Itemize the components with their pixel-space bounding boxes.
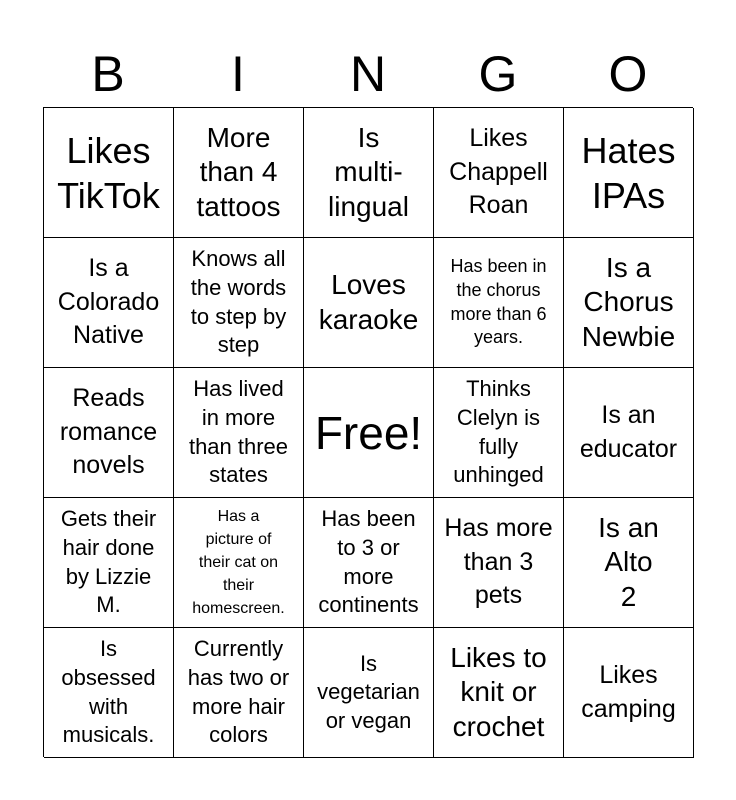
bingo-cell[interactable] [434, 498, 564, 628]
bingo-cell[interactable] [434, 368, 564, 498]
bingo-cell[interactable] [564, 628, 694, 758]
bingo-cell[interactable] [44, 108, 174, 238]
header-letter-n: N [349, 46, 387, 102]
cell-text: Is an Alto 2 [598, 512, 659, 612]
cell-text: Hates IPAs [581, 129, 676, 216]
bingo-cell[interactable] [44, 628, 174, 758]
cell-text: Is an educator [579, 400, 678, 463]
cell-text: Has been to 3 or more continents [318, 506, 419, 618]
cell-text: Is a Colorado Native [57, 253, 160, 350]
header-letter-i: I [231, 46, 245, 102]
cell-text: Is multi- lingual [328, 122, 409, 222]
cell-text: Knows all the words to step by step [190, 246, 287, 358]
cell-text: Gets their hair done by Lizzie M. [60, 506, 157, 618]
bingo-cell[interactable] [564, 368, 694, 498]
bingo-card-grid [43, 107, 693, 757]
bingo-cell[interactable] [434, 628, 564, 758]
bingo-cell[interactable] [304, 498, 434, 628]
cell-text: Is a Chorus Newbie [581, 252, 676, 352]
cell-text: Is obsessed with musicals. [61, 636, 156, 748]
bingo-cell[interactable] [564, 238, 694, 368]
bingo-cell[interactable] [174, 108, 304, 238]
cell-text: Has been in the chorus more than 6 years. [450, 256, 547, 348]
bingo-cell[interactable] [44, 368, 174, 498]
cell-text: More than 4 tattoos [196, 122, 281, 222]
cell-text: Currently has two or more hair colors [187, 636, 290, 748]
bingo-cell[interactable] [564, 498, 694, 628]
cell-text: Likes camping [581, 660, 676, 723]
cell-text: Likes Chappell Roan [449, 123, 548, 220]
cell-text: Likes to knit or crochet [450, 642, 547, 742]
cell-text: Reads romance novels [59, 383, 158, 480]
cell-text: Has a picture of their cat on their homescreen. [192, 507, 285, 618]
bingo-cell[interactable] [174, 628, 304, 758]
free-space-text: Free! [314, 406, 423, 459]
bingo-cell[interactable] [434, 238, 564, 368]
header-letter-o: O [608, 46, 648, 102]
cell-text: Has more than 3 pets [444, 513, 553, 610]
bingo-cell[interactable] [304, 628, 434, 758]
cell-text: Has lived in more than three states [188, 376, 289, 488]
bingo-cell-free[interactable] [304, 368, 434, 498]
bingo-cell[interactable] [44, 498, 174, 628]
bingo-cell[interactable] [174, 238, 304, 368]
bingo-cell[interactable] [304, 238, 434, 368]
bingo-cell[interactable] [44, 238, 174, 368]
cell-text: Loves karaoke [318, 269, 419, 335]
cell-text: Thinks Clelyn is fully unhinged [453, 376, 544, 488]
bingo-cell[interactable] [304, 108, 434, 238]
header-letter-b: B [91, 46, 125, 102]
bingo-cell[interactable] [434, 108, 564, 238]
bingo-cell[interactable] [564, 108, 694, 238]
bingo-cell[interactable] [174, 498, 304, 628]
bingo-header [43, 40, 693, 108]
header-letter-g: G [478, 46, 518, 102]
cell-text: Is vegetarian or vegan [317, 650, 420, 733]
cell-text: Likes TikTok [57, 129, 160, 216]
bingo-cell[interactable] [174, 368, 304, 498]
